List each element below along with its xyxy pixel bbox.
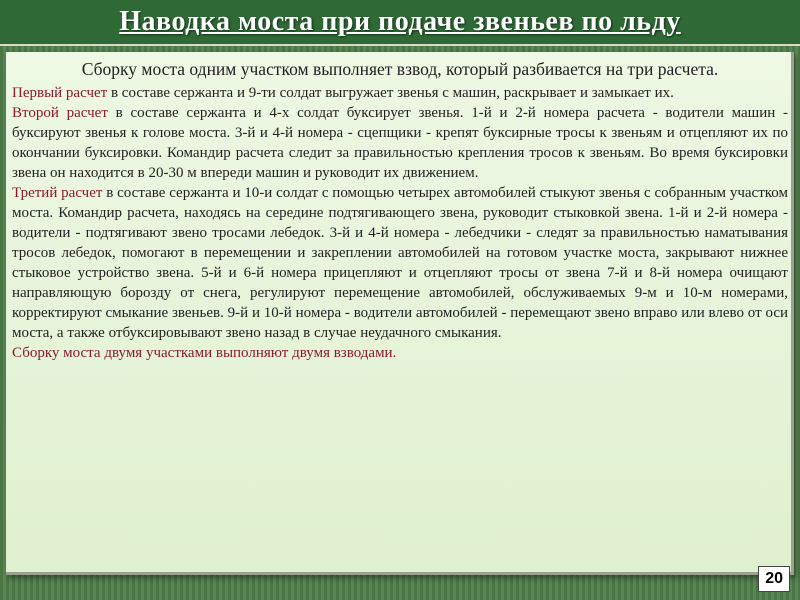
first-crew-paragraph <box>12 83 788 103</box>
page-number-badge: 20 <box>758 566 790 592</box>
first-crew-label: Первый расчет <box>12 85 108 101</box>
content-panel <box>6 52 794 575</box>
slide-title: Наводка моста при подаче звеньев по льду <box>119 6 681 37</box>
closing-paragraph: Сборку моста двумя участками выполняют двумя взводами. <box>12 345 397 361</box>
intro-paragraph: Сборку моста одним участком выполняет взвод, который разбивается на три расчета. <box>81 59 719 79</box>
title-bar <box>0 0 800 46</box>
second-crew-label: Второй расчет <box>12 105 108 121</box>
first-crew-text: в составе сержанта и 9-ти солдат выгружает звенья с машин, раскрывает и замыкает их. <box>107 85 674 101</box>
third-crew-text: в составе сержанта и 10-и солдат с помощью четырех автомобилей стыкуют звенья с собранным участком моста. Командир расчета, находясь на середине подтягивающего звена, руководит стыковкой звена. 1-й и 2-й номера - водители - подтягивают звено тросами лебедок. 3-й и 4-й номера - лебедчики - следят за правильностью наматывания тросов лебедок, помогают в перемещении и закреплении автомобилей на готовом участке моста, закрывают нижнее стыковое устройство звена. 5-й и 6-й номера прицепляют и отцепляют тросы от звена 7-й и 8-й номера очищают направляющую борозду от снега, регулируют перемещение автомобилей, обслуживаемых 9-м и 10-м номерами, корректируют смыкание звеньев. 9-й и 10-й номера - водители автомобилей - перемещают звено вправо или влево от оси моста, а также отбуксировывают звено назад в случае неудачного смыкания. <box>12 185 788 341</box>
second-crew-text: в составе сержанта и 4-х солдат буксирует звенья. 1-й и 2-й номера расчета - водители машин - буксируют звенья к голове моста. 3-й и 4-й номера - сцепщики - крепят буксирные тросы к звеньям и отцепляют их по окончании буксировки. Командир расчета следит за правильностью крепления тросов к звеньям. Во время буксировки звена он находится в 20-30 м впереди машин и руководит их движением. <box>12 105 788 181</box>
second-crew-paragraph <box>12 103 788 183</box>
content-body <box>12 58 788 363</box>
third-crew-label: Третий расчет <box>12 185 103 201</box>
third-crew-paragraph <box>12 183 788 343</box>
